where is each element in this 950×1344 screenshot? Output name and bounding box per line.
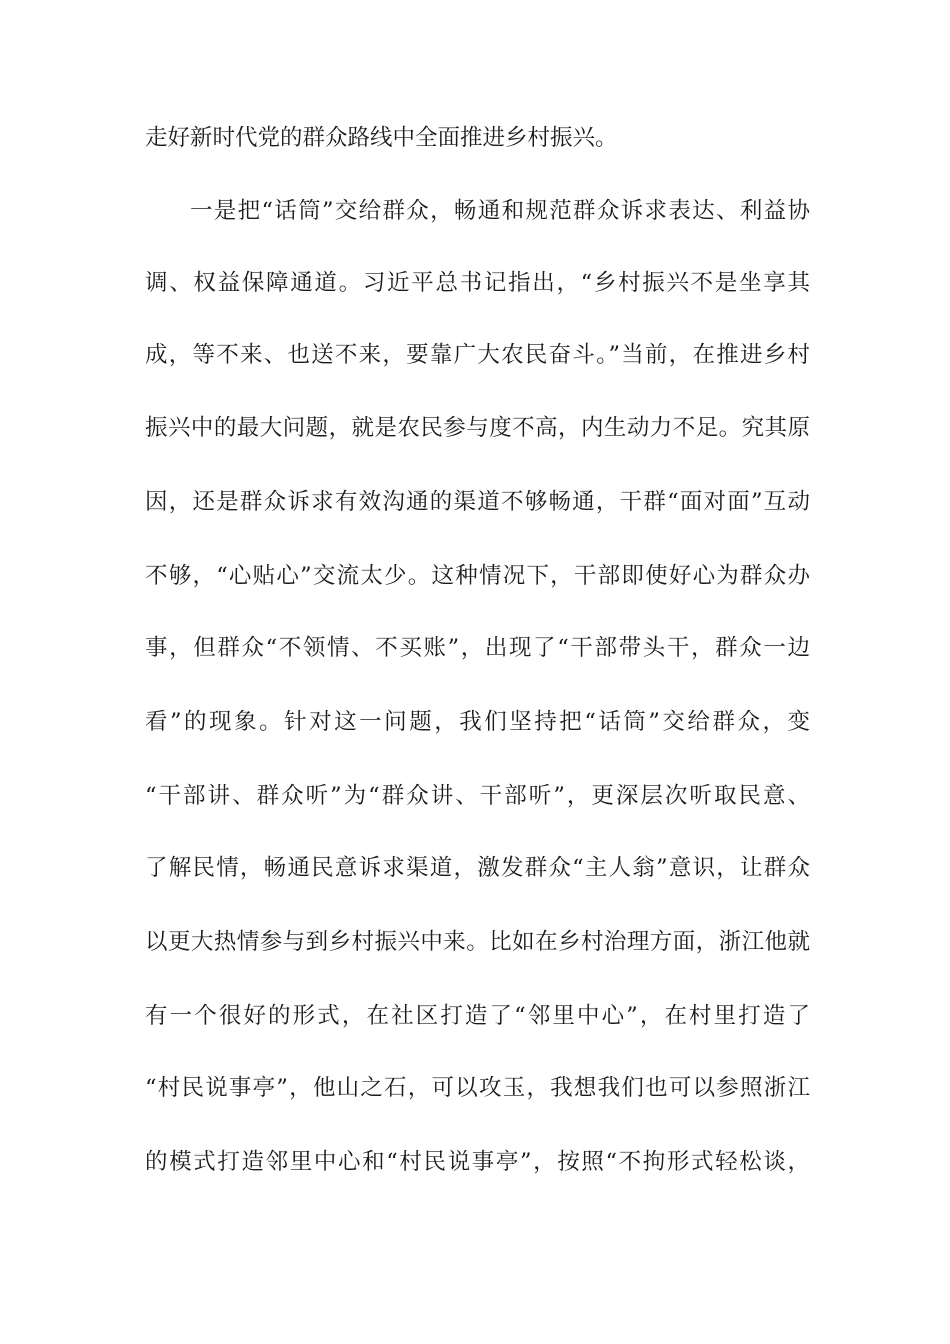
text-line: 不够，“心贴心”交流太少。这种情况下，干部即使好心为群众办 (145, 563, 810, 589)
text-line: “村民说事亭”，他山之石，可以攻玉，我想我们也可以参照浙江 (145, 1075, 810, 1101)
text-line: 成，等不来、也送不来，要靠广大农民奋斗。”当前，在推进乡村 (145, 342, 810, 368)
text-line: 走好新时代党的群众路线中全面推进乡村振兴。 (145, 125, 618, 151)
text-line: 看”的现象。针对这一问题，我们坚持把“话筒”交给群众，变 (145, 709, 810, 735)
text-line: 振兴中的最大问题，就是农民参与度不高，内生动力不足。究其原 (145, 415, 810, 441)
text-line: 一是把“话筒”交给群众，畅通和规范群众诉求表达、利益协 (190, 198, 810, 224)
text-line: 的模式打造邻里中心和“村民说事亭”，按照“不拘形式轻松谈， (145, 1149, 810, 1175)
text-line: 有一个很好的形式，在社区打造了“邻里中心”，在村里打造了 (145, 1003, 810, 1029)
text-line: 了解民情，畅通民意诉求渠道，激发群众“主人翁”意识，让群众 (145, 855, 810, 881)
text-line: 以更大热情参与到乡村振兴中来。比如在乡村治理方面，浙江他就 (145, 929, 810, 955)
text-line: 调、权益保障通道。习近平总书记指出，“乡村振兴不是坐享其 (145, 270, 810, 296)
text-line: 因，还是群众诉求有效沟通的渠道不够畅通，干群“面对面”互动 (145, 489, 810, 515)
text-line: 事，但群众“不领情、不买账”，出现了“干部带头干，群众一边 (145, 635, 810, 661)
text-line: “干部讲、群众听”为“群众讲、干部听”，更深层次听取民意、 (145, 783, 810, 809)
